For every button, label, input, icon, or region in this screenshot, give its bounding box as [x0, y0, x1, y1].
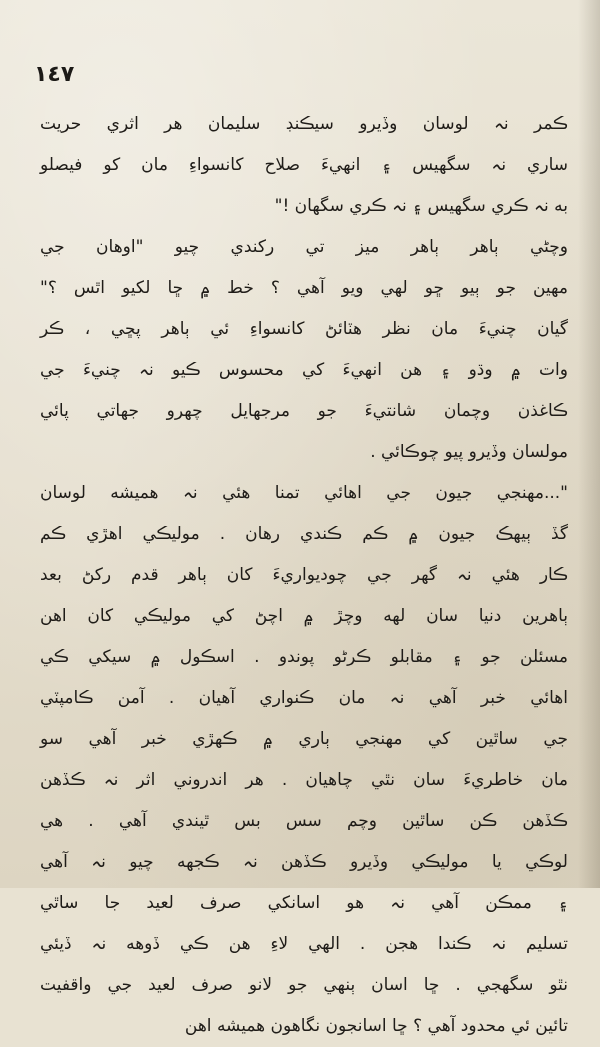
text-line: اهائي خبر آهي نہ مان ڪنواري آهيان . آمن ڪامپٽي	[40, 688, 568, 708]
text-line: مهين جو ٻيو ڇو لهي ويو آهي ؟ خط ۾ ڇا لکيو اٿس ؟"	[40, 278, 568, 298]
text-line: وچڻي ٻاهر ٻاهر ميز تي رکندي چيو "اوهان جي	[40, 237, 568, 257]
text-line: "...مهنجي جيون جي اهائي تمنا هئي نہ هميشه لوسان	[40, 483, 568, 503]
text-line: جي ساٿين کي مهنجي ٻاري ۾ ڪهڙي خبر آهي سو	[40, 729, 568, 749]
text-line: تسليم نہ ڪندا هجن . الهي لاءِ هن ڪي ڏوهه نہ ڏيئي	[40, 934, 568, 954]
text-line: ڪڏهن ڪن ساٿين وچم سس بس ٿيندي آهي . هي	[40, 811, 568, 831]
text-line: ساري نہ سگهيس ۽ انهيءَ صلاح کانسواءِ مان کو فيصلو	[40, 155, 568, 175]
text-line: نٿو سگهجي . ڇا اسان ٻنهي جو لانو صرف لعيد جي واقفيت	[40, 975, 568, 995]
text-line: ۽ ممڪن آهي نہ هو اسانکي صرف لعيد جا ساٿي	[40, 893, 568, 913]
text-line: ڪاغذن وچمان شانتيءَ جو مرجهايل چهرو جهاتي پائي	[40, 401, 568, 421]
body-text	[40, 104, 568, 1047]
text-line: وات ۾ وڌو ۽ هن انهيءَ کي محسوس ڪيو نہ چنيءَ جي	[40, 360, 568, 380]
text-line: به نہ ڪري سگهيس ۽ نہ ڪري سگهان !"	[274, 196, 568, 216]
page-number: ١٤٧	[34, 62, 75, 87]
text-line: ڪمر نہ لوسان وڏيرو سيڪنڊ سليمان هر اثري حريت	[40, 114, 568, 134]
text-line: تائين ئي محدود آهي ؟ ڇا اسانجون نگاهون هميشه اهن	[184, 1016, 568, 1036]
text-line: مسئلن جو ۽ مقابلو ڪرڻو پوندو . اسڪول ۾ سيکي ڪي	[40, 647, 568, 667]
text-line: لوڪي يا موليڪي وڏيرو ڪڏهن نہ ڪجهه چيو نہ آهي	[40, 852, 568, 872]
text-line: مولسان وڏيرو پيو چوڪائي .	[370, 442, 568, 462]
text-line: گڏ ٻيهڪ جيون ۾ ڪم ڪندي رهان . موليڪي اهڙي ڪم	[40, 524, 568, 544]
text-line: ٻاهرين دنيا سان لهه وچڙ ۾ اچڻ کي موليڪي کان اهن	[40, 606, 568, 626]
text-line: ڪار هئي نہ گهر جي چوديواريءَ کان ٻاهر قدم رکڻ بعد	[40, 565, 568, 585]
text-line: گيان چنيءَ مان نظر هٽائڻ کانسواءِ ئي ٻاهر پڇي ، ڪر	[40, 319, 568, 339]
text-line: مان خاطريءَ سان نٿي چاهيان . هر اندروني اثر نہ ڪڏهن	[40, 770, 568, 790]
